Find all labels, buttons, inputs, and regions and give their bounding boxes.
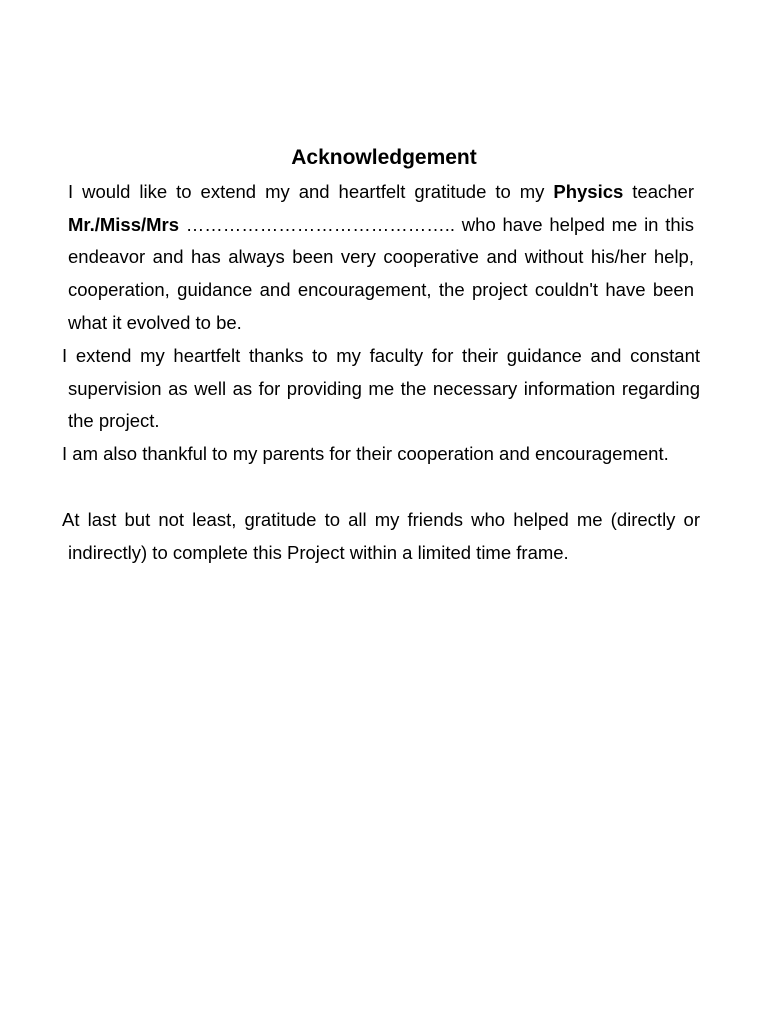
paragraph-gratitude-teacher (62, 176, 694, 340)
subject-name: Physics (553, 181, 624, 202)
paragraph-text: I would like to extend my and heartfelt gratitude to my (68, 181, 554, 202)
paragraph-friends-thanks: At last but not least, gratitude to all my friends who helped me (directly or indirectly) to complete this Project within a limited time frame. (62, 509, 700, 563)
teacher-salutation: Mr./Miss/Mrs (68, 213, 180, 235)
paragraph-parents-thanks: I am also thankful to my parents for their cooperation and encouragement. (62, 443, 669, 464)
document-title: Acknowledgement (291, 146, 477, 169)
paragraph-faculty-thanks: I extend my heartfelt thanks to my faculty for their guidance and constant supervision as well as for providing me the necessary information regarding the project. (62, 345, 700, 432)
paragraph-text: teacher (623, 181, 694, 202)
paragraph-text: …………………………………….. who have helped me in this endeavor and has always been very cooperative and without his/her help, cooperation, guidance and encouragement, the project couldn't have been what it evolved to be. (68, 213, 694, 333)
